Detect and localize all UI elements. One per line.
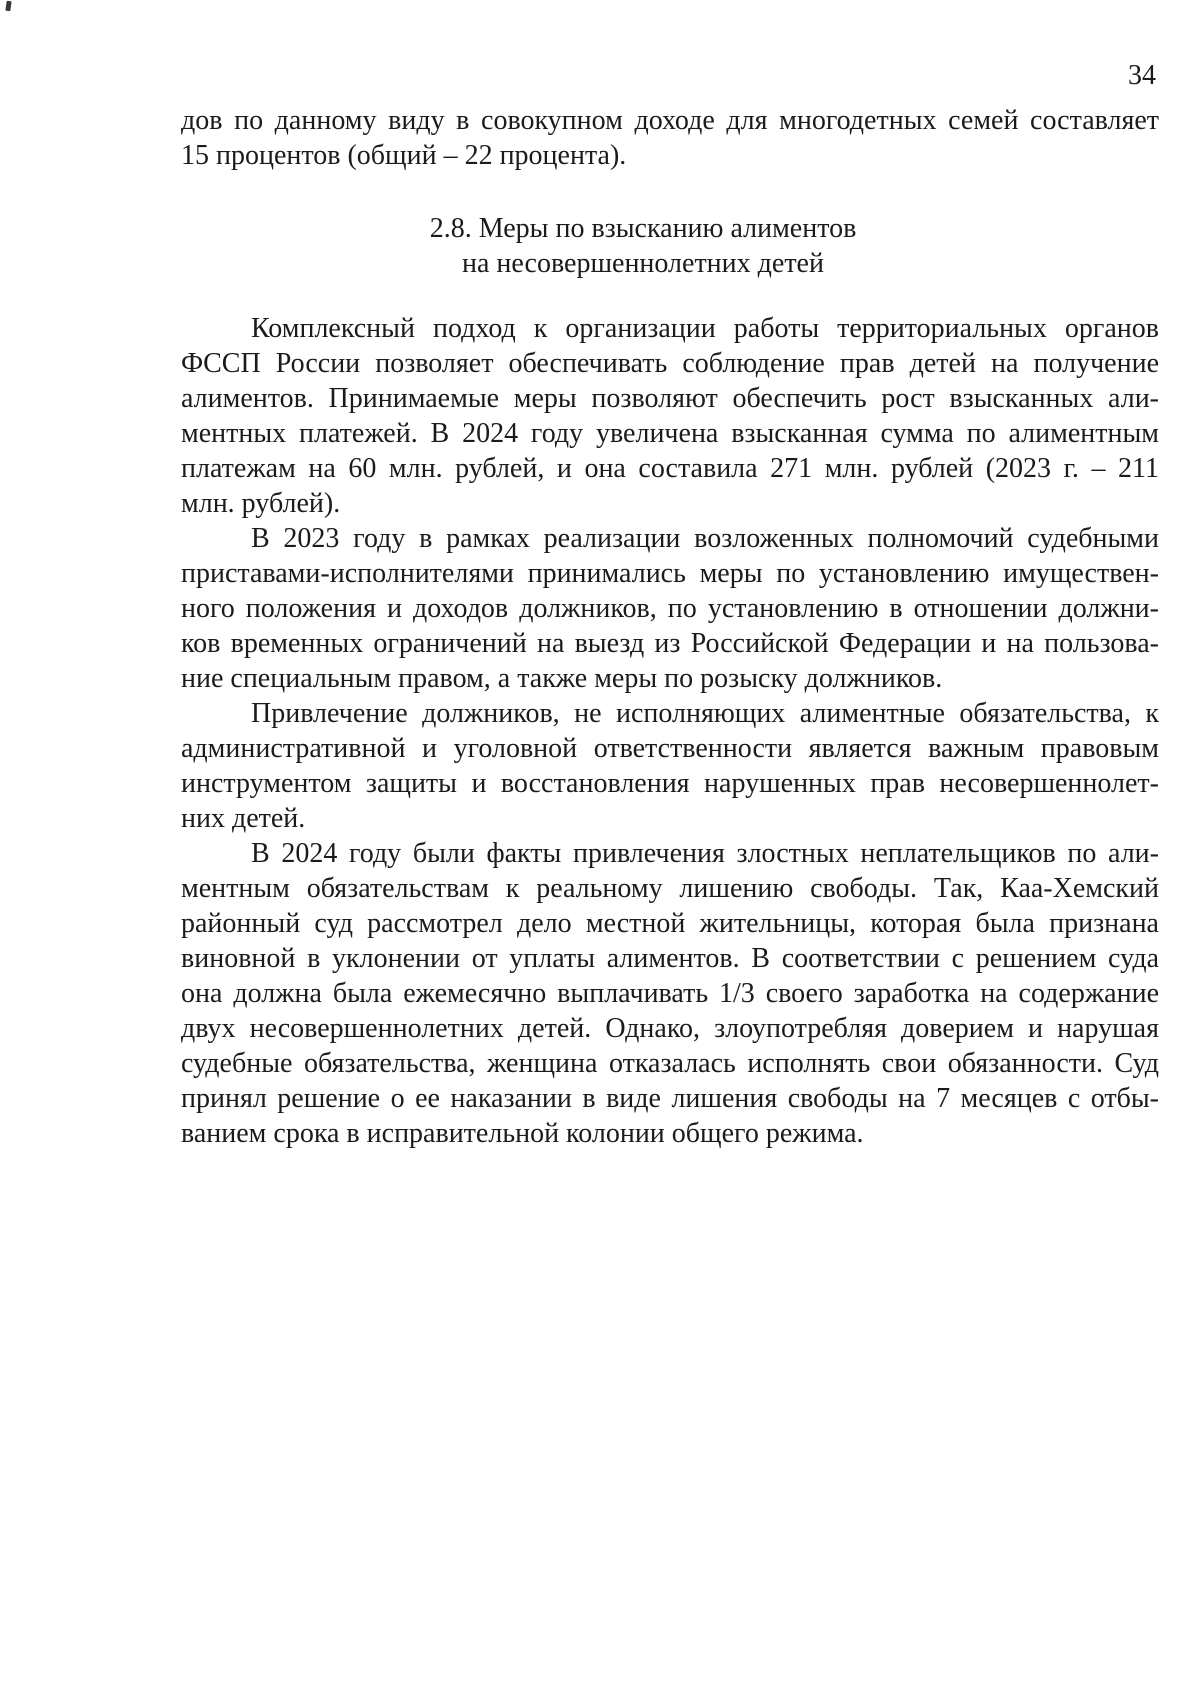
paragraph: [181, 696, 1159, 836]
text-line: них детей.: [181, 803, 306, 834]
text-line: районный суд рассмотрел дело местной жительницы, которая была признана: [181, 908, 1159, 939]
text-line: млн. рублей).: [181, 488, 341, 519]
text-line: дов по данному виду в совокупном доходе для многодетных семей составляет: [181, 105, 1159, 136]
text-line: ФССП России позволяет обеспечивать соблюдение прав детей на получение: [181, 348, 1159, 379]
paragraph: [181, 521, 1159, 696]
heading-line: 2.8. Меры по взысканию алиментов: [429, 213, 857, 244]
text-line: алиментов. Принимаемые меры позволяют обеспечить рост взысканных али-: [181, 383, 1159, 414]
text-line: ного положения и доходов должников, по установлению в отношении должни-: [181, 593, 1159, 624]
text-line: ментным обязательствам к реальному лишению свободы. Так, Каа-Хемский: [181, 873, 1159, 904]
text-line: принял решение о ее наказании в виде лишения свободы на 7 месяцев с отбы-: [181, 1083, 1159, 1114]
page-content: [181, 103, 1159, 1151]
text-line: Комплексный подход к организации работы территориальных органов: [251, 313, 1159, 344]
text-line: ментных платежей. В 2024 году увеличена взысканная сумма по алиментным: [181, 418, 1159, 449]
text-line: Привлечение должников, не исполняющих алиментные обязательства, к: [251, 698, 1159, 729]
heading-line: на несовершеннолетних детей: [462, 248, 824, 279]
text-line: платежам на 60 млн. рублей, и она составила 271 млн. рублей (2023 г. – 211: [181, 453, 1159, 484]
text-line: судебные обязательства, женщина отказалась исполнять свои обязанности. Суд: [181, 1048, 1159, 1079]
text-line: инструментом защиты и восстановления нарушенных прав несовершеннолет-: [181, 768, 1159, 799]
text-line: виновной в уклонении от уплаты алиментов. В соответствии с решением суда: [181, 943, 1159, 974]
text-line: ние специальным правом, а также меры по розыску должников.: [181, 663, 943, 694]
text-line: приставами-исполнителями принимались меры по установлению имуществен-: [181, 558, 1159, 589]
text-line: ванием срока в исправительной колонии общего режима.: [181, 1118, 864, 1149]
page-number: 34: [1128, 60, 1156, 91]
paragraph: [181, 311, 1159, 521]
continuation-paragraph: [181, 103, 1159, 173]
text-line: ков временных ограничений на выезд из Российской Федерации и на пользова-: [181, 628, 1159, 659]
body-paragraphs: [181, 311, 1159, 1151]
text-line: В 2024 году были факты привлечения злостных неплательщиков по али-: [251, 838, 1159, 869]
paragraph: [181, 836, 1159, 1151]
text-line: административной и уголовной ответственности является важным правовым: [181, 733, 1159, 764]
text-line: В 2023 году в рамках реализации возложенных полномочий судебными: [251, 523, 1159, 554]
text-line: 15 процентов (общий – 22 процента).: [181, 140, 627, 171]
text-line: двух несовершеннолетних детей. Однако, злоупотребляя доверием и нарушая: [181, 1013, 1159, 1044]
scan-artifact-speck: [5, 1, 11, 12]
section-heading: [154, 211, 1132, 281]
text-line: она должна была ежемесячно выплачивать 1/3 своего заработка на содержание: [181, 978, 1159, 1009]
